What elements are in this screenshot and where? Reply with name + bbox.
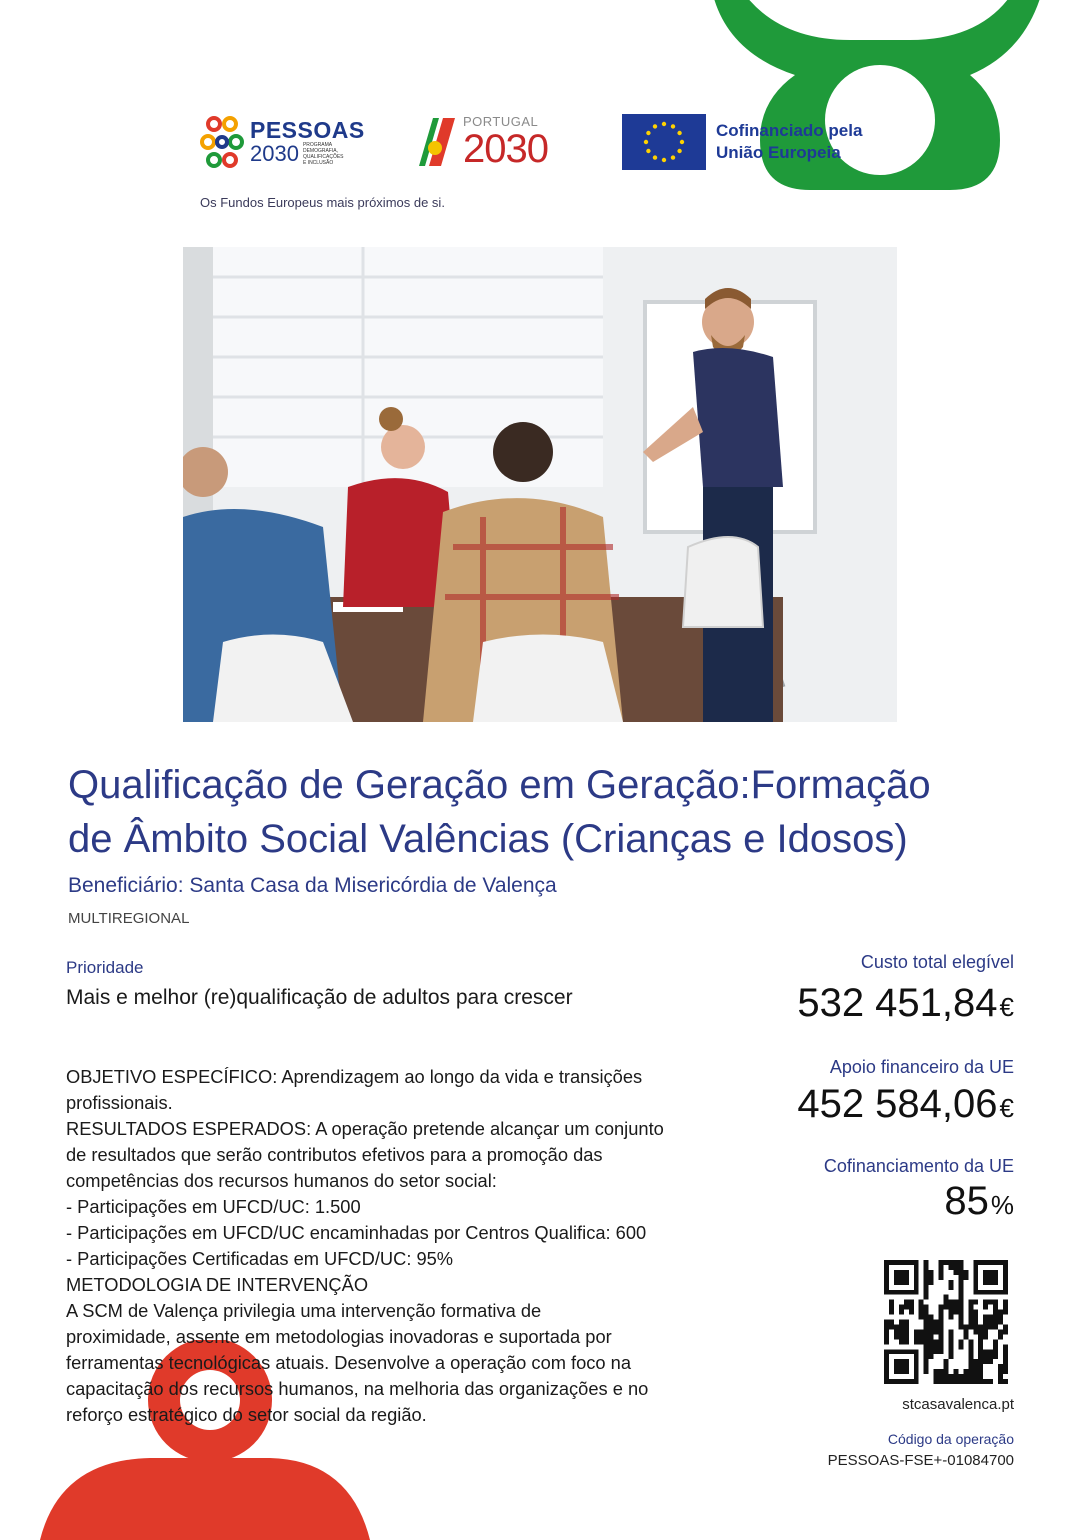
eu-star-icon <box>671 124 675 128</box>
project-title-line1: Qualificação de Geração em Geração:Formação <box>68 763 931 807</box>
currency-symbol: € <box>999 992 1014 1022</box>
priority-value: Mais e melhor (re)qualificação de adultos para crescer <box>66 986 573 1009</box>
eu-star-icon <box>677 149 681 153</box>
eu-support-value <box>797 1082 1014 1130</box>
website-link[interactable]: stcasavalenca.pt <box>902 1396 1014 1413</box>
eu-text-line1: Cofinanciado pela <box>716 121 863 140</box>
portugal-year: 2030 <box>463 127 548 171</box>
cofinancing-label: Cofinanciamento da UE <box>823 1156 1014 1176</box>
eu-support-label: Apoio financeiro da UE <box>829 1057 1014 1077</box>
pessoas-name: PESSOAS <box>250 117 365 143</box>
tagline: Os Fundos Europeus mais próximos de si. <box>200 195 445 210</box>
cofinancing-block <box>824 1156 1014 1227</box>
currency-symbol: € <box>999 1093 1014 1123</box>
qr-code[interactable] <box>884 1260 1008 1384</box>
eu-support-amount: 452 584,06 <box>797 1082 998 1126</box>
total-cost-amount: 532 451,84 <box>797 981 998 1025</box>
description-line: reforço estratégico do setor social da região. <box>66 1404 427 1425</box>
pessoas-logo-icon <box>200 114 244 170</box>
eu-star-icon <box>646 131 650 135</box>
eu-star-icon <box>646 149 650 153</box>
project-description <box>66 1064 726 1428</box>
eu-star-icon <box>680 140 684 144</box>
percent-symbol: % <box>990 1190 1014 1220</box>
description-line: capacitação dos recursos humanos, na melhoria das organizações e no <box>66 1378 649 1399</box>
project-title-line2: de Âmbito Social Valências (Crianças e Idosos) <box>68 817 908 861</box>
portugal-name: PORTUGAL <box>463 114 539 129</box>
eu-star-icon <box>662 158 666 162</box>
description-line: de resultados que serão contributos efetivos para a promoção das <box>66 1144 603 1165</box>
project-title <box>68 758 1028 866</box>
description-line: RESULTADOS ESPERADOS: A operação pretende alcançar um conjunto <box>66 1118 664 1139</box>
total-cost-value <box>797 981 1014 1029</box>
priority-label: Prioridade <box>66 958 144 977</box>
pessoas-tagline: PROGRAMA DEMOGRAFIA, QUALIFICAÇÕES E INCLUSÃO <box>302 142 344 166</box>
description-line: - Participações Certificadas em UFCD/UC: 95% <box>66 1248 454 1269</box>
description-line: OBJETIVO ESPECÍFICO: Aprendizagem ao longo da vida e transições <box>66 1066 643 1087</box>
description-line: proximidade, assente em metodologias inovadoras e suportada por <box>66 1326 612 1347</box>
eu-cofinancing-logo <box>622 114 862 170</box>
description-line: A SCM de Valença privilegia uma intervenção formativa de <box>66 1300 542 1321</box>
total-cost-label: Custo total elegível <box>860 952 1014 972</box>
eu-text-line2: União Europeia <box>716 143 841 162</box>
eu-star-icon <box>653 155 657 159</box>
total-cost-block <box>797 952 1014 1029</box>
eu-star-icon <box>671 155 675 159</box>
description-line: - Participações em UFCD/UC: 1.500 <box>66 1196 361 1217</box>
description-line: profissionais. <box>66 1092 173 1113</box>
pessoas-year: 2030 <box>250 141 299 166</box>
region: MULTIREGIONAL <box>68 910 190 927</box>
operation-code: PESSOAS-FSE+-01084700 <box>827 1452 1014 1469</box>
eu-flag-icon <box>622 114 706 170</box>
eu-star-icon <box>677 131 681 135</box>
eu-star-icon <box>644 140 648 144</box>
eu-star-icon <box>653 124 657 128</box>
operation-code-label: Código da operação <box>887 1431 1014 1447</box>
portugal-2030-logo <box>415 112 548 172</box>
beneficiary: Beneficiário: Santa Casa da Misericórdia de Valença <box>68 874 557 897</box>
description-line: ferramentas tecnológicas atuais. Desenvolve a operação com foco na <box>66 1352 632 1373</box>
description-line: METODOLOGIA DE INTERVENÇÃO <box>66 1274 369 1295</box>
portugal-flag-icon <box>415 114 459 170</box>
cofinancing-value <box>824 1179 1014 1227</box>
description-line: - Participações em UFCD/UC encaminhadas por Centros Qualifica: 600 <box>66 1222 647 1243</box>
pessoas-2030-logo <box>200 114 365 170</box>
training-session-photo <box>183 247 897 722</box>
description-line: competências dos recursos humanos do setor social: <box>66 1170 497 1191</box>
cofinancing-rate: 85 <box>944 1179 989 1223</box>
eu-support-block <box>797 1057 1014 1130</box>
eu-star-icon <box>662 122 666 126</box>
